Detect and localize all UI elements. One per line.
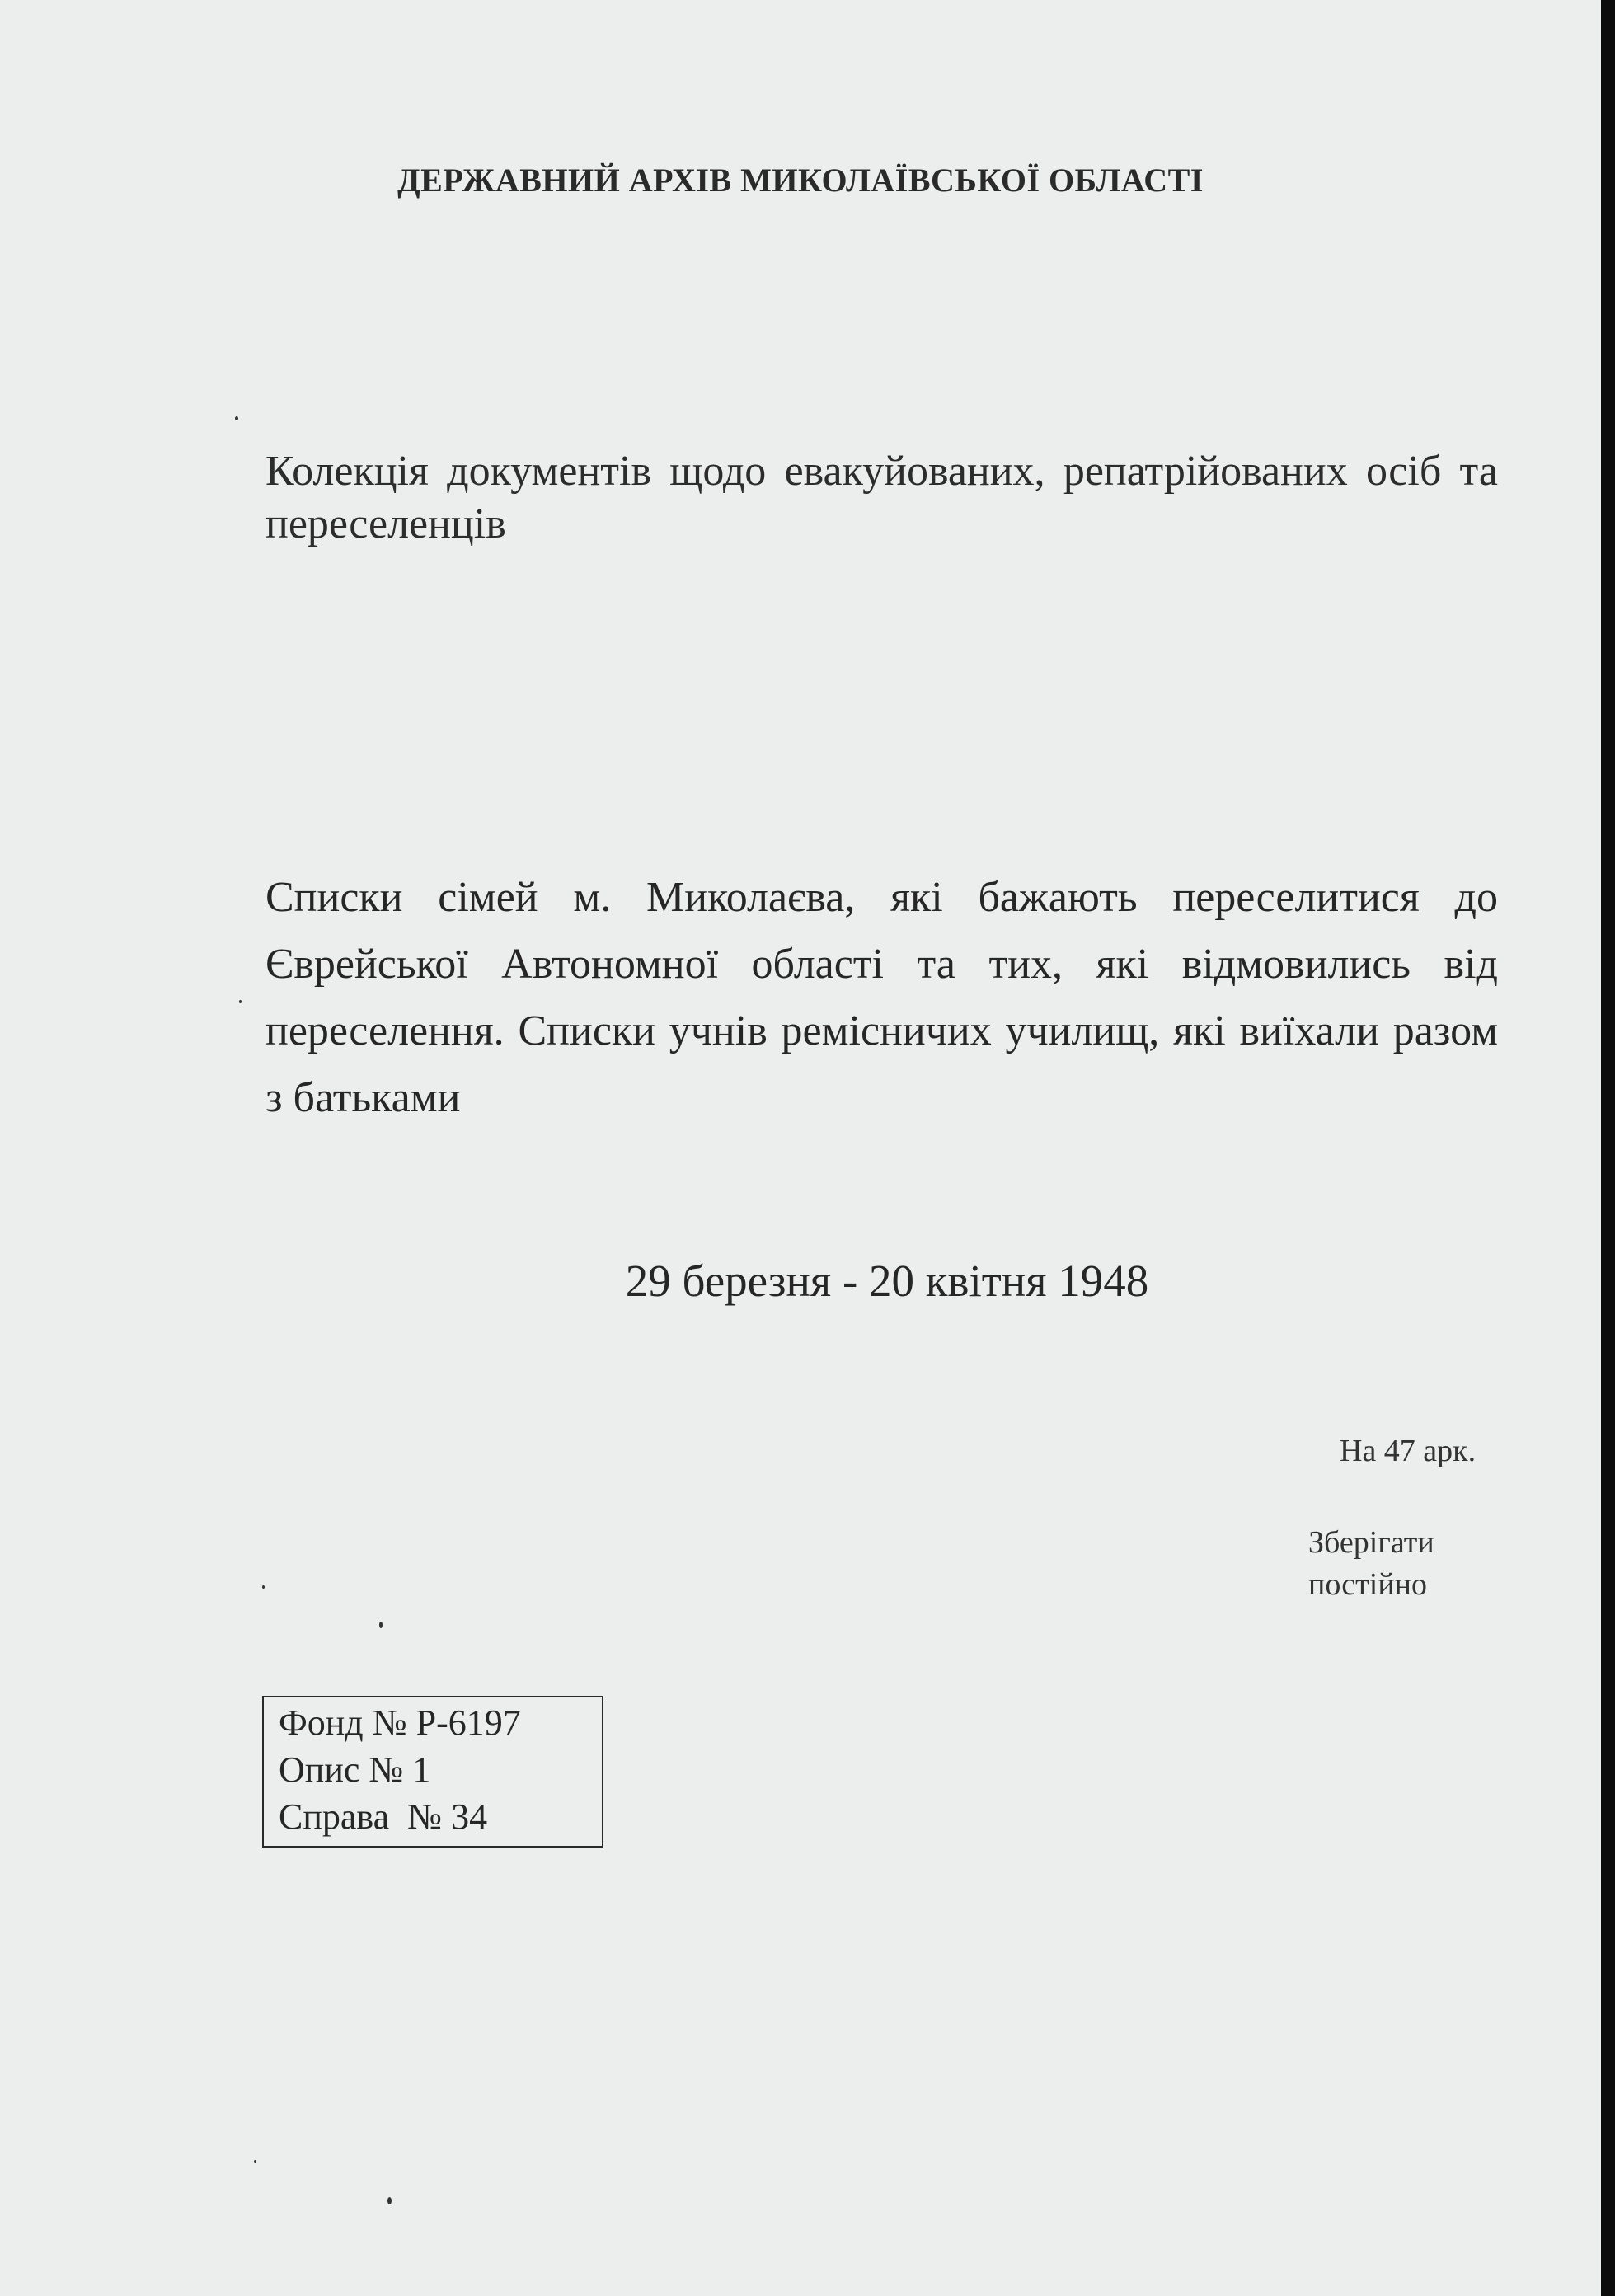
paper-speck [239,1000,242,1003]
paper-speck [262,1585,265,1589]
paper-speck [235,416,238,420]
collection-title: Колекція документів щодо евакуйованих, репатрійованих осіб та переселенців [265,448,1498,547]
paper-speck [254,2160,256,2163]
archive-reference-box [262,1696,603,1848]
case-title: Списки сімей м. Миколаєва, які бажають переселитися до Єврейської Автономної області та тих, які відмовились від переселення. Списки учнів ремісничих училищ, які виїхали разом з батьками [265,874,1498,1121]
storage-note-line: постійно [1308,1567,1427,1602]
sheet-count: На 47 арк. [1340,1434,1477,1468]
fond-number: Фонд № Р-6197 [279,1702,521,1743]
storage-note [1308,1522,1434,1606]
paper-speck [379,1622,383,1628]
storage-note-line: Зберігати [1308,1525,1434,1560]
scan-edge [1601,0,1615,2296]
date-range: 29 березня - 20 квітня 1948 [625,1256,1149,1306]
opys-number: Опис № 1 [279,1749,431,1790]
sprava-number: Справа № 34 [279,1796,488,1837]
paper-speck [387,2197,392,2204]
archive-title: ДЕРЖАВНИЙ АРХІВ МИКОЛАЇВСЬКОЇ ОБЛАСТІ [397,162,1204,199]
